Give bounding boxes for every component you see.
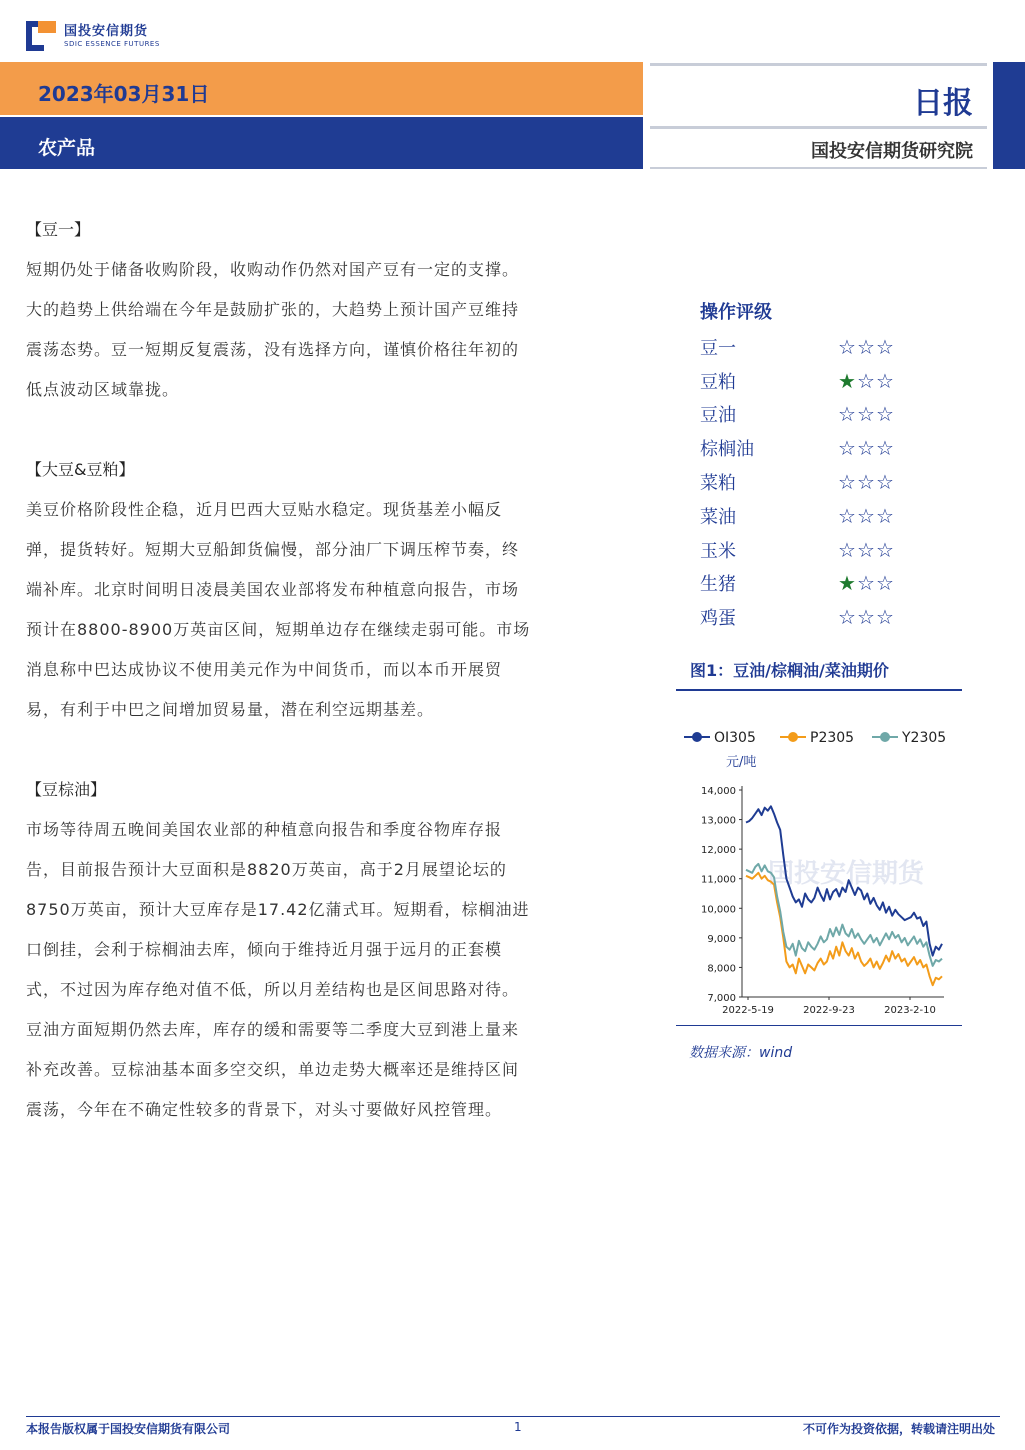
star-outline-icon: ☆ [838,605,856,630]
figure-rule [676,689,962,691]
rating-row [700,499,930,533]
star-outline-icon: ☆ [857,368,875,393]
header-divider [650,126,987,129]
rating-row [700,465,930,499]
star-outline-icon: ☆ [857,334,875,359]
rating-panel [700,296,930,634]
rating-title: 操作评级 [700,302,772,323]
logo-name-cn: 国投安信期货 [64,23,149,39]
figure-caption: 图1：豆油/棕榈油/菜油期价 [690,661,889,680]
rating-commodity: 鸡蛋 [700,608,736,630]
star-outline-icon: ☆ [857,503,875,528]
rating-row [700,533,930,567]
logo-mark-icon [26,21,56,51]
legend-marker [788,732,798,742]
x-tick-label: 2023-2-10 [884,1005,936,1016]
star-outline-icon: ☆ [857,571,875,596]
section-title: 【豆一】 [26,220,91,239]
report-category: 农产品 [38,137,96,159]
paragraph-line: 式，不过因为库存绝对值不低，所以月差结构也是区间思路对待。 [26,980,520,999]
star-filled-icon: ★ [838,571,856,596]
y-axis-unit: 元/吨 [726,755,757,770]
report-type: 日报 [913,86,973,121]
rating-commodity: 生猪 [700,574,736,596]
star-outline-icon: ☆ [838,537,856,562]
header-divider [650,167,987,169]
data-source: 数据来源：wind [689,1045,793,1061]
rating-row [700,431,930,465]
star-filled-icon: ★ [838,368,856,393]
y-tick-label: 7,000 [707,993,736,1004]
report-date: 2023年03月31日 [38,82,210,106]
header-edge-block [993,62,1025,169]
rating-stars [838,537,895,562]
y-tick-label: 12,000 [701,845,736,857]
rating-stars [838,503,895,528]
star-outline-icon: ☆ [838,436,856,461]
legend-label: P2305 [810,730,855,746]
star-outline-icon: ☆ [876,334,894,359]
section-title: 【豆棕油】 [26,780,107,799]
rating-stars [838,470,895,495]
section-title: 【大豆&豆粕】 [26,460,135,479]
paragraph-line: 低点波动区域靠拢。 [26,380,180,399]
x-tick-label: 2022-5-19 [722,1005,774,1016]
star-outline-icon: ☆ [857,605,875,630]
section-soybean-meal [26,450,616,730]
legend-label: Y2305 [902,730,947,746]
star-outline-icon: ☆ [876,503,894,528]
header-category-bar [0,117,643,169]
rating-commodity: 玉米 [700,540,736,562]
y-tick-label: 9,000 [707,933,736,945]
star-outline-icon: ☆ [857,470,875,495]
rating-stars [838,402,895,427]
rating-stars [838,334,895,359]
rating-row [700,330,930,364]
paragraph-line: 预计在8800-8900万英亩区间，短期单边存在继续走弱可能。市场 [26,620,531,639]
paragraph-line: 易，有利于中巴之间增加贸易量，潜在利空远期基差。 [26,700,435,719]
paragraph-line: 震荡态势。豆一短期反复震荡，没有选择方向，谨慎价格往年初的 [26,340,520,359]
rating-stars [838,605,895,630]
legend-marker [880,732,890,742]
footer-disclaimer: 不可作为投资依据，转载请注明出处 [802,1422,995,1436]
rating-row [700,398,930,432]
paragraph-line: 弹，提货转好。短期大豆船卸货偏慢，部分油厂下调压榨节奏，终 [26,540,520,559]
star-outline-icon: ☆ [838,334,856,359]
y-tick-label: 8,000 [707,963,736,975]
star-outline-icon: ☆ [876,537,894,562]
rating-commodity: 菜粕 [700,473,736,495]
rating-stars [838,436,895,461]
star-outline-icon: ☆ [876,368,894,393]
rating-commodity: 豆油 [700,405,736,427]
paragraph-line: 美豆价格阶段性企稳，近月巴西大豆贴水稳定。现货基差小幅反 [26,500,503,519]
star-outline-icon: ☆ [876,571,894,596]
rating-stars [838,571,895,596]
paragraph-line: 大的趋势上供给端在今年是鼓励扩张的，大趋势上预计国产豆维持 [26,300,520,319]
rating-row [700,567,930,601]
star-outline-icon: ☆ [876,402,894,427]
paragraph-line: 震荡，今年在不确定性较多的背景下，对头寸要做好风控管理。 [26,1100,503,1119]
paragraph-line: 8750万英亩，预计大豆库存是17.42亿蒲式耳。短期看，棕榈油进 [26,900,530,919]
rating-commodity: 棕榈油 [700,439,754,461]
footer-copyright: 本报告版权属于国投安信期货有限公司 [26,1422,231,1436]
y-tick-label: 11,000 [701,874,736,886]
paragraph-line: 口倒挂，会利于棕榈油去库，倾向于维持近月强于远月的正套模 [26,940,503,959]
page-number: 1 [514,1420,522,1434]
star-outline-icon: ☆ [838,503,856,528]
paragraph-line: 补充改善。豆棕油基本面多空交织，单边走势大概率还是维持区间 [26,1060,520,1079]
company-logo [26,18,160,54]
y-tick-label: 13,000 [701,815,736,827]
star-outline-icon: ☆ [876,470,894,495]
section-oils [26,770,616,1130]
y-tick-label: 10,000 [701,904,736,916]
y-tick-label: 14,000 [701,786,736,797]
paragraph-line: 短期仍处于储备收购阶段，收购动作仍然对国产豆有一定的支撑。 [26,260,520,279]
figure-rule [676,1025,962,1026]
star-outline-icon: ☆ [857,436,875,461]
paragraph-line: 市场等待周五晚间美国农业部的种植意向报告和季度谷物库存报 [26,820,503,839]
x-tick-label: 2022-9-23 [803,1005,855,1016]
star-outline-icon: ☆ [857,537,875,562]
paragraph-line: 豆油方面短期仍然去库，库存的缓和需要等二季度大豆到港上量来 [26,1020,520,1039]
paragraph-line: 消息称中巴达成协议不使用美元作为中间货币，而以本币开展贸 [26,660,503,679]
star-outline-icon: ☆ [876,605,894,630]
logo-name-en: SDIC ESSENCE FUTURES [64,39,160,48]
header-divider [650,63,987,66]
institute-name: 国投安信期货研究院 [811,141,973,162]
report-body [26,210,616,1130]
paragraph-line: 告，目前报告预计大豆面积是8820万英亩，高于2月展望论坛的 [26,860,507,879]
section-soybean-one [26,210,616,410]
footer-rule [26,1416,1000,1417]
legend-label: OI305 [714,730,756,746]
price-chart [676,722,962,1022]
watermark: 国投安信期货 [768,859,925,889]
rating-commodity: 豆一 [700,337,736,359]
star-outline-icon: ☆ [838,402,856,427]
rating-commodity: 豆粕 [700,371,736,393]
paragraph-line: 端补库。北京时间明日凌晨美国农业部将发布种植意向报告，市场 [26,580,520,599]
rating-stars [838,368,895,393]
star-outline-icon: ☆ [857,402,875,427]
legend-marker [692,732,702,742]
star-outline-icon: ☆ [876,436,894,461]
rating-row [700,600,930,634]
rating-row [700,364,930,398]
rating-commodity: 菜油 [700,506,736,528]
star-outline-icon: ☆ [838,470,856,495]
